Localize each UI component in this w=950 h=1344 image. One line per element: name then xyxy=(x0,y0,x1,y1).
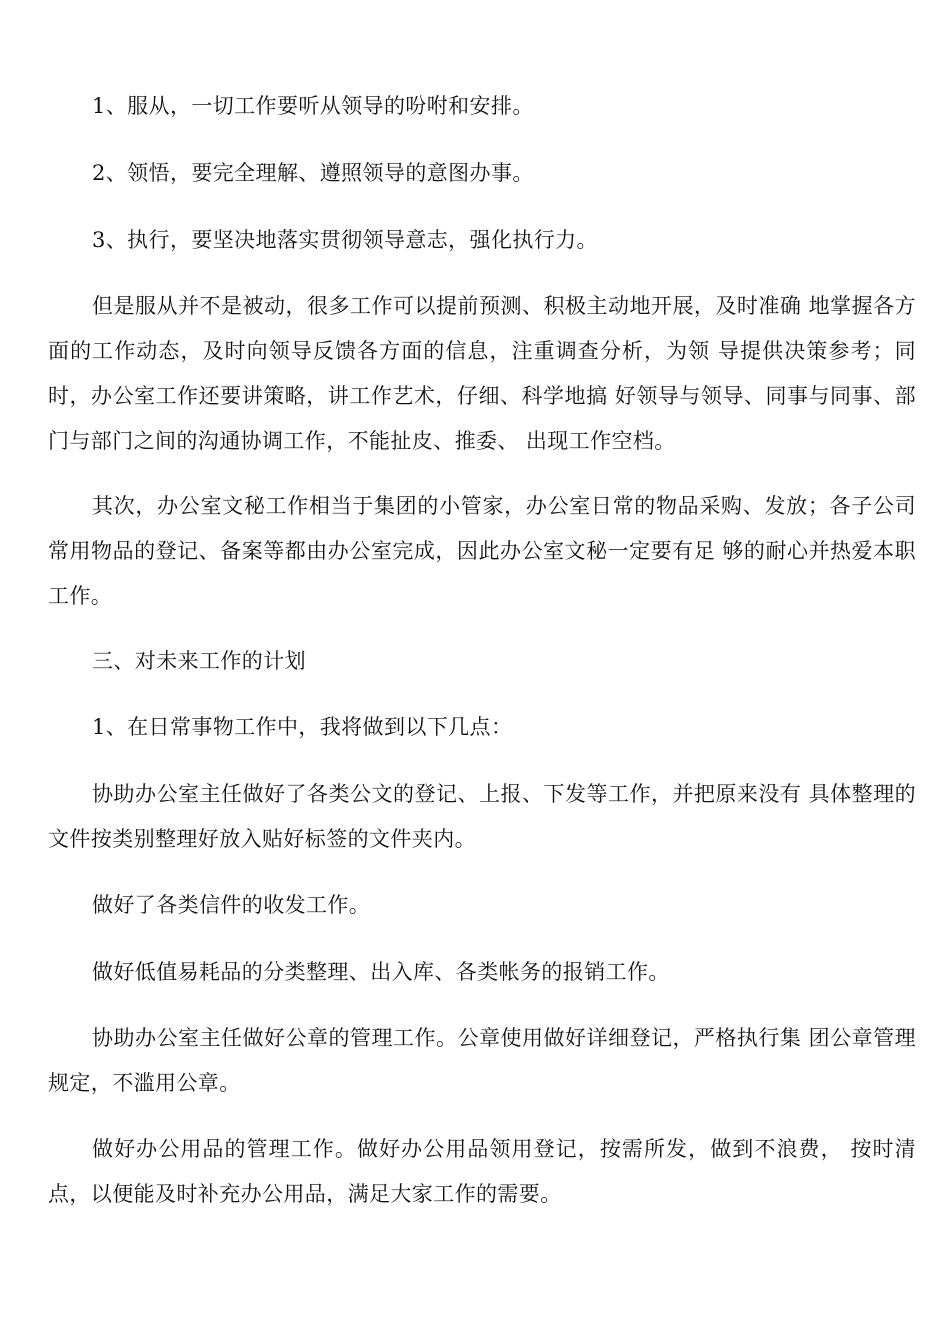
paragraph-documents: 协助办公室主任做好了各类公文的登记、上报、下发等工作，并把原来没有 具体整理的文件按类别整理好放入贴好标签的文件夹内。 xyxy=(48,782,916,851)
paragraph-execute: 3、执行，要坚决地落实贯彻领导意志，强化执行力。 xyxy=(92,228,598,252)
paragraph-office-supplies: 做好办公用品的管理工作。做好办公用品领用登记，按需所发，做到不浪费， 按时清点，以便能及时补充办公用品，满足大家工作的需要。 xyxy=(48,1137,916,1206)
paragraph-mail: 做好了各类信件的收发工作。 xyxy=(92,893,371,917)
paragraph-consumables: 做好低值易耗品的分类整理、出入库、各类帐务的报销工作。 xyxy=(92,960,670,984)
paragraph-understand: 2、领悟，要完全理解、遵照领导的意图办事。 xyxy=(92,161,534,185)
paragraph-proactive: 但是服从并不是被动，很多工作可以提前预测、积极主动地开展，及时准确 地掌握各方面的工作动态，及时向领导反馈各方面的信息，注重调查分析，为领 导提供决策参考；同时，办公室工作还要讲策略，讲工作艺术，仔细、科学地搞 好领导与领导、同事与同事、部门与部门之间的沟通协调工作，不能扯皮、推委、 出现工作空档。 xyxy=(48,294,916,453)
section-heading-future-plan: 三、对未来工作的计划 xyxy=(92,649,306,673)
paragraph-housekeeper: 其次，办公室文秘工作相当于集团的小管家，办公室日常的物品采购、发放；各子公司常用物品的登记、备案等都由办公室完成，因此办公室文秘一定要有足 够的耐心并热爱本职工作。 xyxy=(48,494,916,608)
document-page xyxy=(48,84,916,1217)
paragraph-daily-affairs: 1、在日常事物工作中，我将做到以下几点： xyxy=(92,715,513,739)
paragraph-obey: 1、服从，一切工作要听从领导的吩咐和安排。 xyxy=(92,94,534,118)
paragraph-seal-management: 协助办公室主任做好公章的管理工作。公章使用做好详细登记，严格执行集 团公章管理规定，不滥用公章。 xyxy=(48,1026,916,1095)
